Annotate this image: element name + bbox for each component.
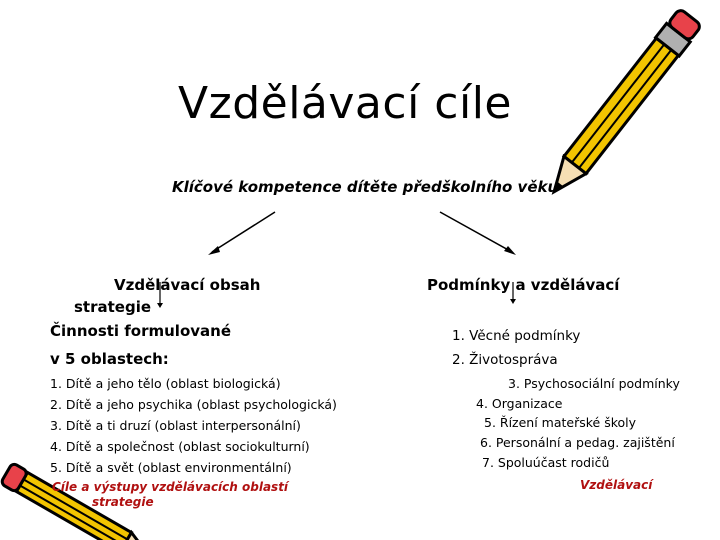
left-item: 1. Dítě a jeho tělo (oblast biologická) (50, 376, 281, 391)
right-item: 5. Řízení mateřské školy (484, 415, 637, 430)
right-footer: Vzdělávací (580, 478, 653, 492)
right-item: 1. Věcné podmínky (452, 328, 581, 344)
right-heading: Podmínky a vzdělávací (427, 276, 620, 294)
right-item: 3. Psychosociální podmínky (508, 376, 680, 391)
right-item: 2. Životospráva (452, 352, 558, 368)
right-item: 6. Personální a pedag. zajištění (480, 435, 675, 450)
left-item: 3. Dítě a ti druzí (oblast interpersonální) (50, 418, 301, 433)
left-item: 2. Dítě a jeho psychika (oblast psychologická) (50, 397, 337, 412)
left-line1: Činnosti formulované (50, 322, 232, 340)
left-line2: v 5 oblastech: (50, 350, 169, 368)
left-heading: Vzdělávací obsah (114, 276, 261, 294)
right-item: 7. Spoluúčast rodičů (482, 455, 610, 470)
right-item: 4. Organizace (476, 396, 563, 411)
left-item: 4. Dítě a společnost (oblast sociokulturní) (50, 439, 310, 454)
left-footer: Cíle a výstupy vzdělávacích oblastí (52, 480, 289, 494)
subtitle: Klíčové kompetence dítěte předškolního věku (172, 178, 559, 196)
page-title: Vzdělávací cíle (178, 78, 512, 129)
left-footer-strategie: strategie (92, 495, 154, 509)
left-item: 5. Dítě a svět (oblast environmentální) (50, 460, 292, 475)
left-strategie: strategie (74, 298, 152, 316)
